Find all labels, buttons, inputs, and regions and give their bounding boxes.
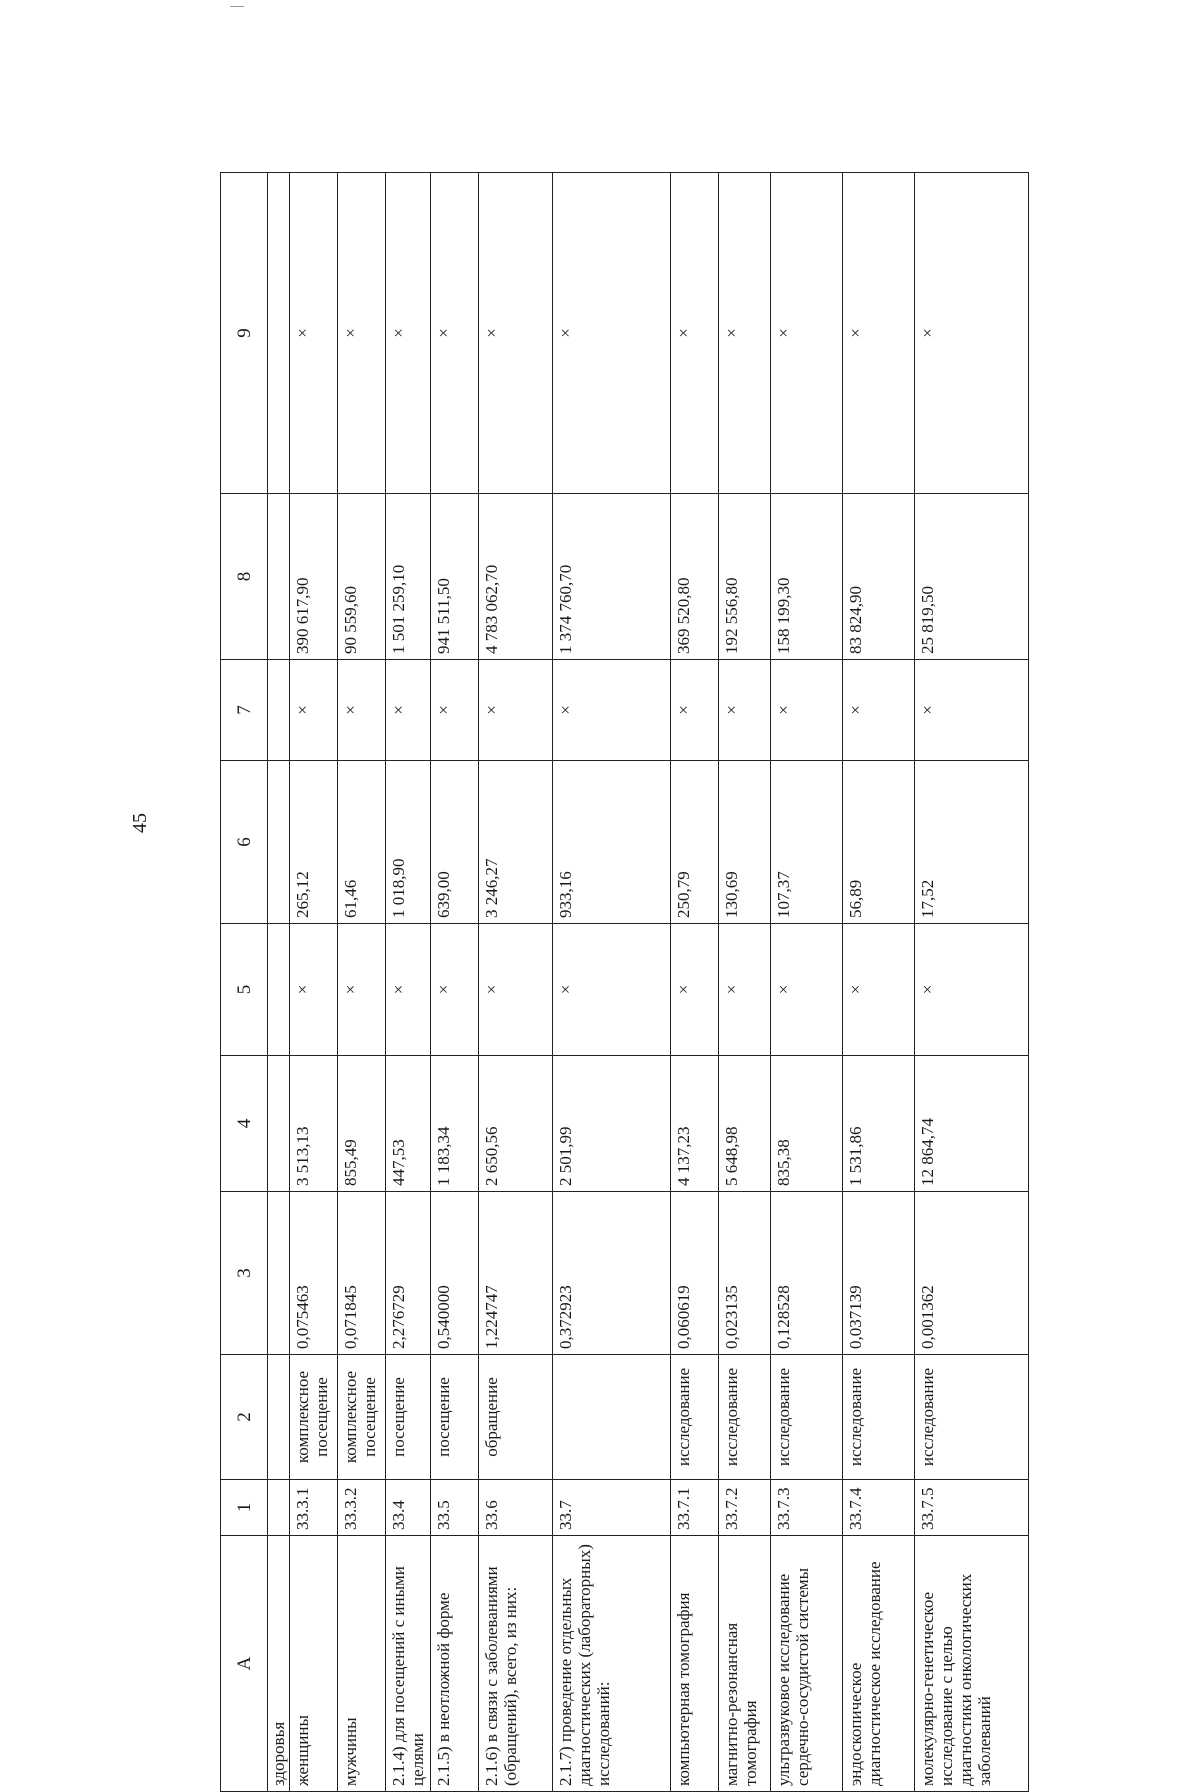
cell-2: комплексное посещение [338, 1355, 386, 1480]
cell-a: молекулярно-генетическое исследование с целью диагностики онкологических заболеваний [915, 1536, 1029, 1792]
cell-a: 2.1.6) в связи с заболеваниями (обращений), всего, из них: [479, 1536, 553, 1792]
cell-9: × [719, 173, 771, 494]
cell-1: 33.7.5 [915, 1480, 1029, 1536]
cell-2: комплексное посещение [290, 1355, 338, 1480]
cell-1: 33.3.1 [290, 1480, 338, 1536]
cell-9: × [915, 173, 1029, 494]
cell-2: посещение [431, 1355, 479, 1480]
cell-9: × [479, 173, 553, 494]
cell-1: 33.7.4 [843, 1480, 915, 1536]
cell-1: 33.7.1 [671, 1480, 719, 1536]
cell-4: 447,53 [386, 1056, 431, 1192]
cell-1 [268, 1480, 290, 1536]
cell-7: × [479, 660, 553, 761]
column-header-5: 5 [221, 924, 268, 1056]
column-header-1: 1 [221, 1480, 268, 1536]
cell-3: 0,071845 [338, 1192, 386, 1355]
cell-9 [268, 173, 290, 494]
cell-5: × [479, 924, 553, 1056]
cell-2: исследование [843, 1355, 915, 1480]
cell-5: × [671, 924, 719, 1056]
cell-3: 0,001362 [915, 1192, 1029, 1355]
cell-3: 0,037139 [843, 1192, 915, 1355]
cell-4: 1 531,86 [843, 1056, 915, 1192]
cell-5: × [431, 924, 479, 1056]
cell-7: × [338, 660, 386, 761]
cell-3: 0,075463 [290, 1192, 338, 1355]
cell-7: × [553, 660, 671, 761]
column-header-7: 7 [221, 660, 268, 761]
cell-9: × [386, 173, 431, 494]
cell-8: 369 520,80 [671, 494, 719, 660]
cell-6: 639,00 [431, 761, 479, 924]
table-row [843, 173, 915, 1792]
cell-6: 107,37 [771, 761, 843, 924]
cell-7: × [290, 660, 338, 761]
page-number: 45 [129, 813, 151, 833]
cell-4: 855,49 [338, 1056, 386, 1192]
cell-6: 17,52 [915, 761, 1029, 924]
cell-4: 835,38 [771, 1056, 843, 1192]
column-header-2: 2 [221, 1355, 268, 1480]
cell-5: × [290, 924, 338, 1056]
table-row [268, 173, 290, 1792]
cell-8: 90 559,60 [338, 494, 386, 660]
cell-8 [268, 494, 290, 660]
cell-8: 390 617,90 [290, 494, 338, 660]
cell-5: × [719, 924, 771, 1056]
cell-2: исследование [771, 1355, 843, 1480]
cell-4: 1 183,34 [431, 1056, 479, 1192]
cell-1: 33.4 [386, 1480, 431, 1536]
cell-a: ультразвуковое исследование сердечно-сосудистой системы [771, 1536, 843, 1792]
cell-a: 2.1.4) для посещений с иными целями [386, 1536, 431, 1792]
cell-2 [553, 1355, 671, 1480]
cell-a: женщины [290, 1536, 338, 1792]
cell-5: × [553, 924, 671, 1056]
column-header-3: 3 [221, 1192, 268, 1355]
cell-7: × [719, 660, 771, 761]
table-row [479, 173, 553, 1792]
cell-a: компьютерная томография [671, 1536, 719, 1792]
column-header-6: 6 [221, 761, 268, 924]
cell-2: посещение [386, 1355, 431, 1480]
cell-8: 83 824,90 [843, 494, 915, 660]
cell-2: обращение [479, 1355, 553, 1480]
cell-8: 941 511,50 [431, 494, 479, 660]
cell-1: 33.7.3 [771, 1480, 843, 1536]
cell-6: 130,69 [719, 761, 771, 924]
cell-2: исследование [671, 1355, 719, 1480]
column-header-a: А [221, 1536, 268, 1792]
cell-4: 4 137,23 [671, 1056, 719, 1192]
cell-4 [268, 1056, 290, 1192]
scan-artifact [230, 6, 244, 7]
cell-5: × [915, 924, 1029, 1056]
cell-8: 1 501 259,10 [386, 494, 431, 660]
cell-3: 0,060619 [671, 1192, 719, 1355]
cell-3: 0,023135 [719, 1192, 771, 1355]
cell-7: × [671, 660, 719, 761]
cell-6: 61,46 [338, 761, 386, 924]
cell-a: 2.1.7) проведение отдельных диагностических (лабораторных) исследований: [553, 1536, 671, 1792]
cell-9: × [843, 173, 915, 494]
cell-7: × [771, 660, 843, 761]
cell-5: × [338, 924, 386, 1056]
table-row [915, 173, 1029, 1792]
cell-2 [268, 1355, 290, 1480]
cell-2: исследование [719, 1355, 771, 1480]
cell-1: 33.6 [479, 1480, 553, 1536]
cell-7: × [386, 660, 431, 761]
cell-5: × [843, 924, 915, 1056]
cell-7: × [915, 660, 1029, 761]
column-header-9: 9 [221, 173, 268, 494]
table-row [719, 173, 771, 1792]
cell-9: × [671, 173, 719, 494]
cell-9: × [771, 173, 843, 494]
table-row [290, 173, 338, 1792]
cell-9: × [290, 173, 338, 494]
table-row [671, 173, 719, 1792]
cell-3: 0,372923 [553, 1192, 671, 1355]
cell-a: магнитно-резонансная томография [719, 1536, 771, 1792]
cell-6: 56,89 [843, 761, 915, 924]
cell-a: мужчины [338, 1536, 386, 1792]
cell-5 [268, 924, 290, 1056]
cell-9: × [431, 173, 479, 494]
cell-8: 4 783 062,70 [479, 494, 553, 660]
table-row [553, 173, 671, 1792]
cell-5: × [386, 924, 431, 1056]
cell-1: 33.7.2 [719, 1480, 771, 1536]
header-row [221, 173, 268, 1792]
cell-5: × [771, 924, 843, 1056]
cell-3: 0,540000 [431, 1192, 479, 1355]
cell-a: здоровья [268, 1536, 290, 1792]
cell-3: 2,276729 [386, 1192, 431, 1355]
cell-6: 933,16 [553, 761, 671, 924]
table-row [386, 173, 431, 1792]
cell-4: 5 648,98 [719, 1056, 771, 1192]
cell-2: исследование [915, 1355, 1029, 1480]
cell-4: 3 513,13 [290, 1056, 338, 1192]
table-container [220, 172, 1100, 1792]
cell-9: × [553, 173, 671, 494]
cell-6: 1 018,90 [386, 761, 431, 924]
column-header-4: 4 [221, 1056, 268, 1192]
data-table [220, 172, 1029, 1792]
cell-6: 250,79 [671, 761, 719, 924]
cell-6: 3 246,27 [479, 761, 553, 924]
cell-4: 12 864,74 [915, 1056, 1029, 1192]
table-row [771, 173, 843, 1792]
cell-a: 2.1.5) в неотложной форме [431, 1536, 479, 1792]
cell-8: 1 374 760,70 [553, 494, 671, 660]
cell-9: × [338, 173, 386, 494]
cell-7: × [843, 660, 915, 761]
cell-1: 33.7 [553, 1480, 671, 1536]
cell-4: 2 650,56 [479, 1056, 553, 1192]
cell-7 [268, 660, 290, 761]
cell-a: эндоскопическое диагностическое исследование [843, 1536, 915, 1792]
cell-6 [268, 761, 290, 924]
column-header-8: 8 [221, 494, 268, 660]
cell-8: 192 556,80 [719, 494, 771, 660]
cell-4: 2 501,99 [553, 1056, 671, 1192]
cell-3: 1,224747 [479, 1192, 553, 1355]
cell-8: 158 199,30 [771, 494, 843, 660]
cell-7: × [431, 660, 479, 761]
cell-1: 33.5 [431, 1480, 479, 1536]
cell-1: 33.3.2 [338, 1480, 386, 1536]
table-row [338, 173, 386, 1792]
cell-3: 0,128528 [771, 1192, 843, 1355]
table-row [431, 173, 479, 1792]
cell-3 [268, 1192, 290, 1355]
cell-8: 25 819,50 [915, 494, 1029, 660]
cell-6: 265,12 [290, 761, 338, 924]
